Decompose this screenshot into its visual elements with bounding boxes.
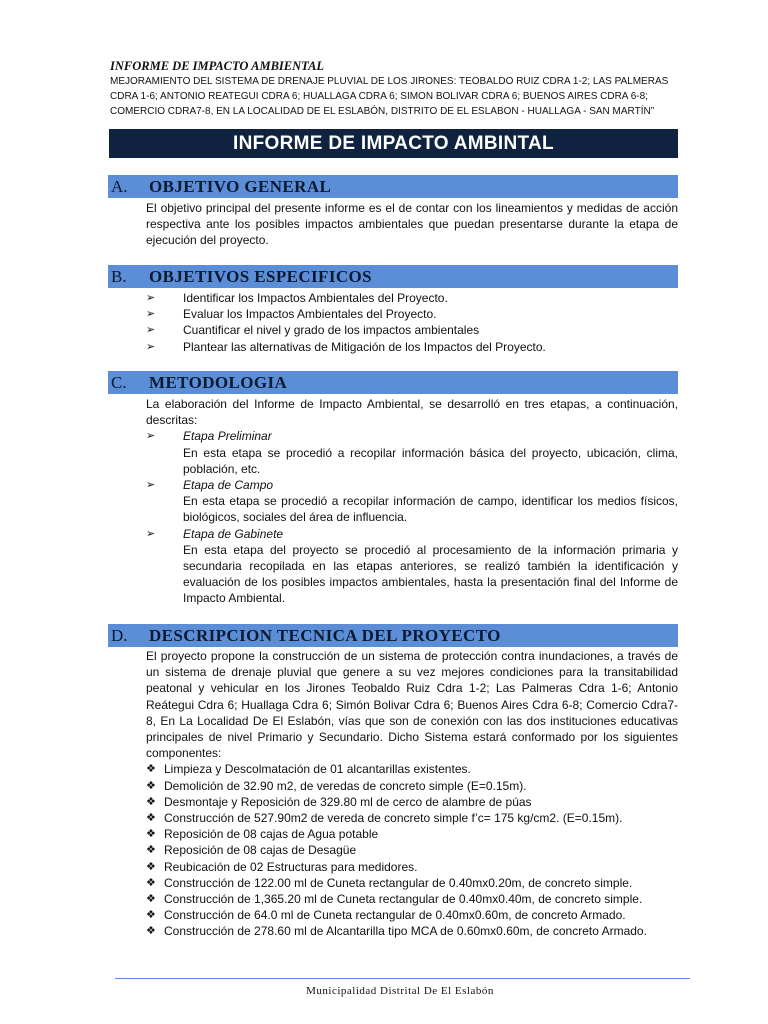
list-item — [146, 428, 678, 477]
diamond-bullet-icon: ❖ — [146, 860, 156, 873]
footer-divider — [115, 978, 690, 979]
arrow-bullet-icon: ➢ — [146, 430, 156, 443]
list-item-text: Construcción de 278.60 ml de Alcantarilla tipo MCA de 0.60mx0.60m, de concreto Armado. — [164, 924, 647, 939]
section-a-text: El objetivo principal del presente informe es el de contar con los lineamientos y medidas de acción respectiva ante los posibles impactos ambientales que puedan presentarse durante la etapa de ejecución del proyecto. — [146, 201, 678, 248]
list-item-text: Demolición de 32.90 m2, de veredas de concreto simple (E=0.15m). — [164, 778, 527, 793]
list-item — [146, 826, 678, 842]
list-item-text: Cuantificar el nivel y grado de los impactos ambientales — [183, 323, 480, 338]
page-footer: Municipalidad Distrital De El Eslabón — [306, 985, 494, 997]
list-item — [146, 875, 678, 891]
arrow-bullet-icon: ➢ — [146, 479, 156, 492]
diamond-bullet-icon: ❖ — [146, 779, 156, 792]
list-item — [146, 859, 678, 875]
section-c-header — [108, 371, 678, 394]
list-item — [146, 339, 678, 355]
list-item — [146, 526, 678, 607]
section-b-header — [108, 265, 678, 288]
list-item-text: Reubicación de 02 Estructuras para medidores. — [164, 859, 418, 874]
arrow-bullet-icon: ➢ — [146, 324, 156, 337]
diamond-bullet-icon: ❖ — [146, 812, 156, 825]
list-item-text: Reposición de 08 cajas de Desagüe — [164, 843, 357, 858]
list-item — [146, 306, 678, 322]
list-item-text: Construcción de 64.0 ml de Cuneta rectangular de 0.40mx0.60m, de concreto Armado. — [164, 908, 626, 923]
list-item-text: Evaluar los Impactos Ambientales del Proyecto. — [183, 307, 437, 322]
list-item-text: Plantear las alternativas de Mitigación de los Impactos del Proyecto. — [183, 339, 546, 354]
components-list — [146, 761, 678, 939]
section-letter: C. — [111, 372, 127, 392]
list-item — [146, 290, 678, 306]
list-item-text: Desmontaje y Reposición de 329.80 ml de cerco de alambre de púas — [164, 794, 532, 809]
step-title: Etapa de Campo — [183, 478, 274, 493]
list-item — [146, 477, 678, 526]
report-banner: INFORME DE IMPACTO AMBINTAL — [109, 129, 678, 158]
section-title: DESCRIPCION TECNICA DEL PROYECTO — [149, 625, 501, 645]
diamond-bullet-icon: ❖ — [146, 876, 156, 889]
arrow-bullet-icon: ➢ — [146, 308, 156, 321]
list-item — [146, 923, 678, 939]
list-item-text: Limpieza y Descolmatación de 01 alcantarillas existentes. — [164, 762, 471, 777]
diamond-bullet-icon: ❖ — [146, 828, 156, 841]
list-item — [146, 907, 678, 923]
diamond-bullet-icon: ❖ — [146, 844, 156, 857]
header-subtitle: MEJORAMIENTO DEL SISTEMA DE DRENAJE PLUVIAL DE LOS JIRONES: TEOBALDO RUIZ CDRA 1-2; LAS PALMERAS CDRA 1-6; ANTONIO REATEGUI CDRA 6; HUALLAGA CDRA 6; SIMON BOLIVAR CDRA 6; BUENOS AIRES CDRA 6-8; COMERCIO CDRA7-8, EN LA LOCALIDAD DE EL ESLABÓN, DISTRITO DE EL ESLABON - HUALLAGA - SAN MARTÍN” — [110, 76, 669, 117]
list-item — [146, 322, 678, 338]
section-c-body — [146, 396, 678, 607]
diamond-bullet-icon: ❖ — [146, 893, 156, 906]
section-title: OBJETIVOS ESPECIFICOS — [149, 266, 372, 286]
section-letter: A. — [111, 176, 128, 196]
arrow-bullet-icon: ➢ — [146, 527, 156, 540]
step-text: En esta etapa se procedió a recopilar información básica del proyecto, ubicación, clima, población, etc. — [183, 445, 678, 476]
header-title: INFORME DE IMPACTO AMBIENTAL — [110, 59, 325, 73]
specific-objectives-list — [146, 290, 678, 355]
section-a-header — [108, 175, 678, 198]
document-header — [110, 58, 680, 119]
step-title: Etapa Preliminar — [183, 429, 272, 444]
section-letter: D. — [111, 625, 128, 645]
diamond-bullet-icon: ❖ — [146, 763, 156, 776]
methodology-steps — [146, 428, 678, 606]
diamond-bullet-icon: ❖ — [146, 795, 156, 808]
arrow-bullet-icon: ➢ — [146, 340, 156, 353]
section-d-body — [146, 648, 678, 940]
list-item-text: Reposición de 08 cajas de Agua potable — [164, 827, 379, 842]
step-text: En esta etapa se procedió a recopilar información de campo, identificar los medios físicos, biológicos, sociales del área de influencia. — [183, 494, 678, 525]
list-item — [146, 778, 678, 794]
list-item-text: Construcción de 122.00 ml de Cuneta rectangular de 0.40mx0.20m, de concreto simple. — [164, 875, 633, 890]
list-item — [146, 761, 678, 777]
arrow-bullet-icon: ➢ — [146, 292, 156, 304]
section-letter: B. — [111, 266, 127, 286]
step-title: Etapa de Gabinete — [183, 526, 284, 541]
list-item — [146, 810, 678, 826]
section-d-header — [108, 624, 678, 647]
methodology-intro: La elaboración del Informe de Impacto Ambiental, se desarrolló en tres etapas, a continuación, descritas: — [146, 397, 678, 428]
section-title: OBJETIVO GENERAL — [149, 176, 332, 196]
step-text: En esta etapa del proyecto se procedió al procesamiento de la información primaria y secundaria recopilada en las etapas anteriores, se realizó también la identificación y evaluación de los posibles impactos ambientales, hasta la presentación final del Informe de Impacto Ambiental. — [183, 542, 678, 606]
list-item — [146, 891, 678, 907]
list-item — [146, 842, 678, 858]
list-item-text: Identificar los Impactos Ambientales del Proyecto. — [183, 291, 448, 305]
list-item — [146, 794, 678, 810]
section-title: METODOLOGIA — [149, 372, 288, 392]
diamond-bullet-icon: ❖ — [146, 925, 156, 938]
list-item-text: Construcción de 527.90m2 de vereda de concreto simple f’c= 175 kg/cm2. (E=0.15m). — [164, 811, 623, 826]
project-description: El proyecto propone la construcción de un sistema de protección contra inundaciones, a través de un sistema de drenaje pluvial que genere a su vez mejores condiciones para la transitabilidad peatonal y vehicular en los Jirones Teobaldo Ruiz Cdra 1-2; Las Palmeras Cdra 1-6; Antonio Reátegui Cdra 6; Huallaga Cdra 6; Simón Bolivar Cdra 6; Buenos Aires Cdra 6-8; Comercio Cdra7-8, En La Localidad De El Eslabón, vías que son de conexión con las dos instituciones educativas principales de nivel Primario y Secundario. Dicho Sistema estará conformado por los siguientes componentes: — [146, 649, 678, 761]
list-item-text: Construcción de 1,365.20 ml de Cuneta rectangular de 0.40mx0.40m, de concreto simple. — [164, 892, 643, 907]
diamond-bullet-icon: ❖ — [146, 909, 156, 922]
